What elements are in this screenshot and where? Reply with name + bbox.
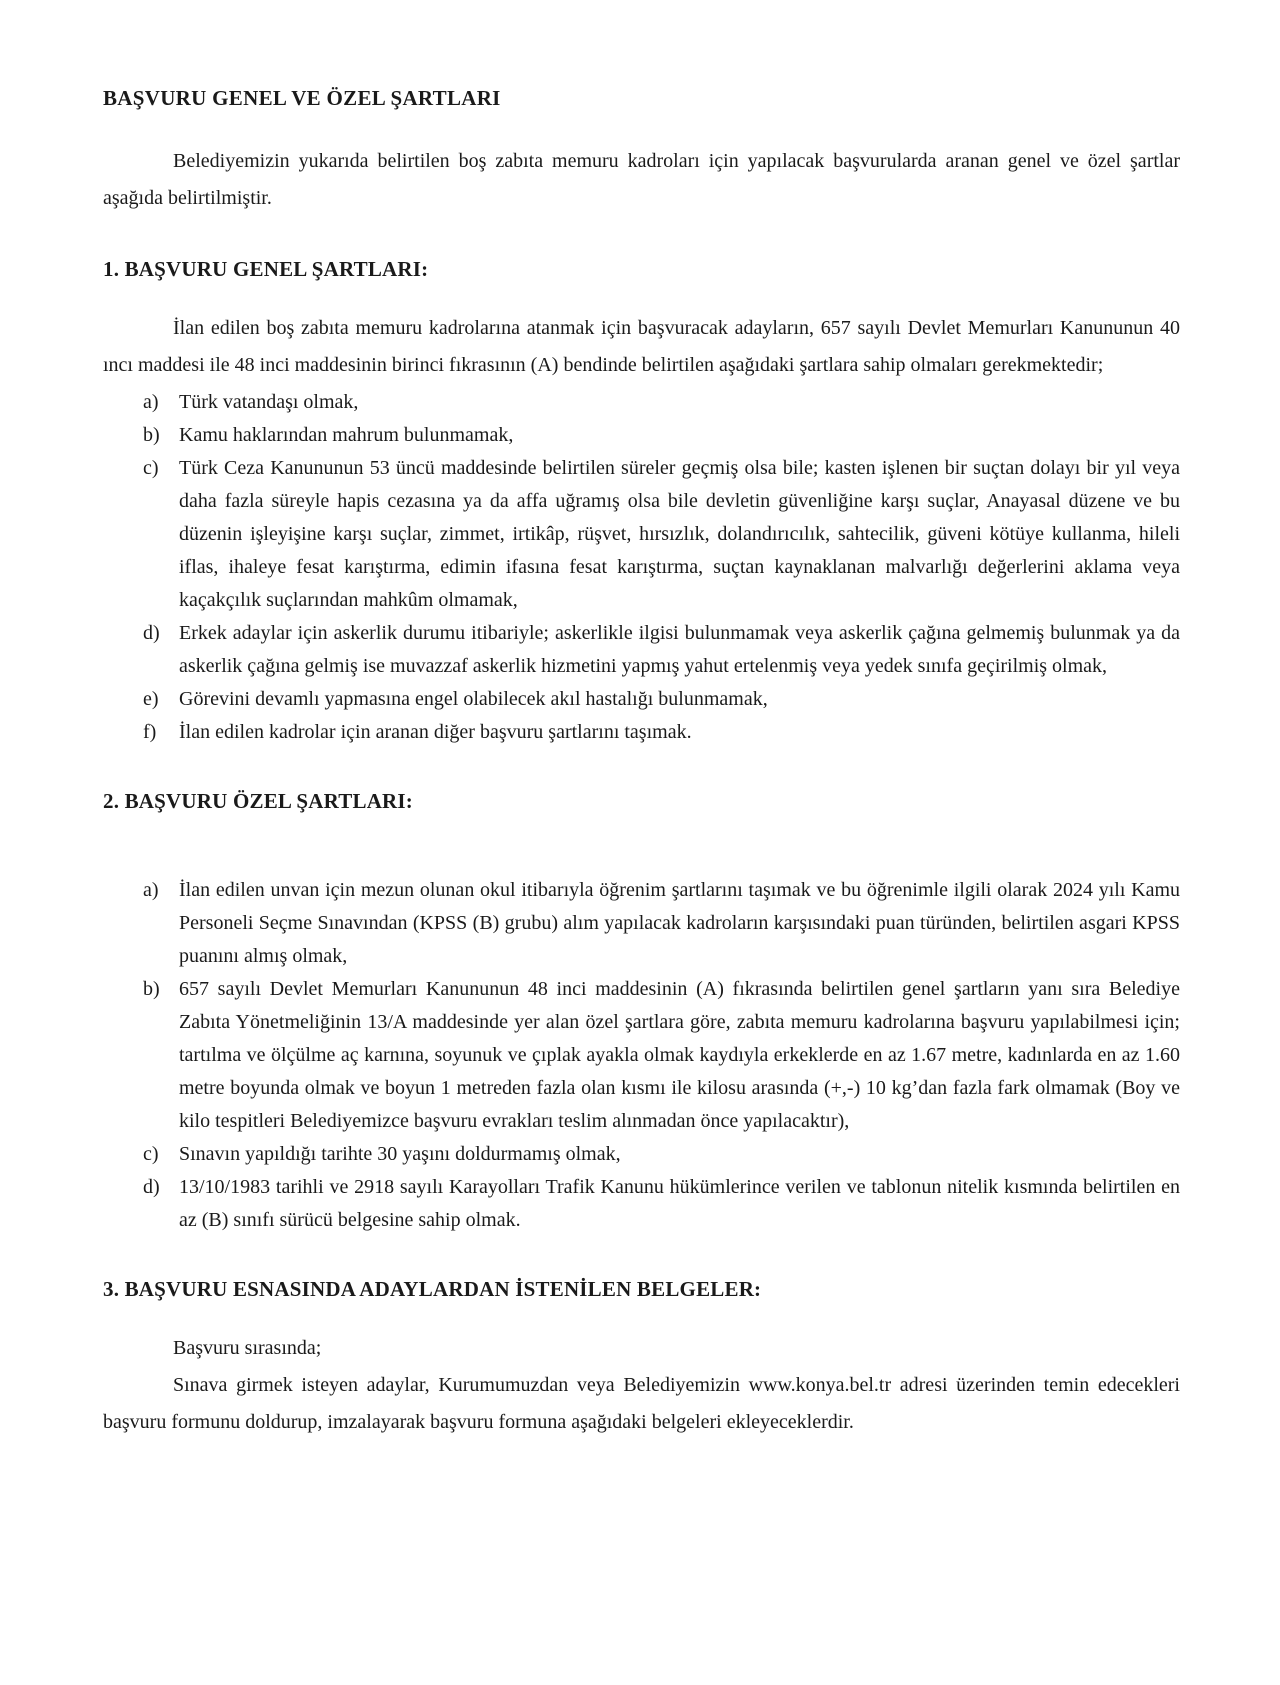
list-item — [143, 386, 1180, 419]
list-item — [143, 452, 1180, 617]
list-item-marker: c) — [143, 457, 159, 479]
section-1-heading: 1. BAŞVURU GENEL ŞARTLARI: — [103, 257, 429, 281]
list-item-text: Sınavın yapıldığı tarihte 30 yaşını doldurmamış olmak, — [179, 1143, 621, 1165]
list-item-marker: c) — [143, 1143, 159, 1165]
list-item-marker: b) — [143, 978, 160, 1000]
list-item-text: İlan edilen kadrolar için aranan diğer başvuru şartlarını taşımak. — [179, 721, 692, 743]
section-2-item-list — [103, 874, 1180, 1237]
section-special-conditions — [103, 789, 1180, 1237]
list-item — [143, 1138, 1180, 1171]
list-item-marker: f) — [143, 721, 157, 743]
list-item-text: Erkek adaylar için askerlik durumu itibariyle; askerlikle ilgisi bulunmamak veya askerlik çağına gelmemiş bulunmak ya da askerlik çağına gelmiş ise muvazzaf askerlik hizmetini yapmış yahut ertelenmiş veya yedek sınıfa geçirilmiş olmak, — [179, 622, 1180, 677]
paragraph: Sınava girmek isteyen adaylar, Kurumumuzdan veya Belediyemizin www.konya.bel.tr adresi üzerinden temin edecekleri başvuru formunu doldurup, imzalayarak başvuru formuna aşağıdaki belgeleri ekleyeceklerdir. — [103, 1374, 1180, 1433]
list-item-text: Türk vatandaşı olmak, — [179, 391, 359, 413]
list-item-text: 13/10/1983 tarihli ve 2918 sayılı Karayolları Trafik Kanunu hükümlerince verilen ve tablonun nitelik kısmında belirtilen en az (B) sınıfı sürücü belgesine sahip olmak. — [179, 1176, 1180, 1231]
section-required-documents — [103, 1277, 1180, 1441]
section-2-heading: 2. BAŞVURU ÖZEL ŞARTLARI: — [103, 789, 413, 813]
list-item-marker: d) — [143, 622, 160, 644]
page-title: BAŞVURU GENEL VE ÖZEL ŞARTLARI — [103, 86, 501, 110]
section-3-heading: 3. BAŞVURU ESNASINDA ADAYLARDAN İSTENİLEN BELGELER: — [103, 1277, 762, 1301]
list-item-text: Kamu haklarından mahrum bulunmamak, — [179, 424, 514, 446]
list-item-marker: a) — [143, 391, 159, 413]
intro-paragraph: Belediyemizin yukarıda belirtilen boş zabıta memuru kadroları için yapılacak başvurularda aranan genel ve özel şartlar aşağıda belirtilmiştir. — [103, 150, 1180, 209]
paragraph: Başvuru sırasında; — [173, 1337, 322, 1359]
list-item-marker: e) — [143, 688, 159, 710]
list-item — [143, 716, 1180, 749]
list-item-text: Türk Ceza Kanununun 53 üncü maddesinde belirtilen süreler geçmiş olsa bile; kasten işlenen bir suçtan dolayı bir yıl veya daha fazla süreyle hapis cezasına ya da affa uğramış olsa bile devletin güvenliğine karşı suçlar, Anayasal düzene ve bu düzenin işleyişine karşı suçlar, zimmet, irtikâp, rüşvet, hırsızlık, dolandırıcılık, sahtecilik, güveni kötüye kullanma, hileli iflas, ihaleye fesat karıştırma, edimin ifasına fesat karıştırma, suçtan kaynaklanan malvarlığı değerlerini aklama veya kaçakçılık suçlarından mahkûm olmamak, — [179, 457, 1180, 611]
list-item-text: Görevini devamlı yapmasına engel olabilecek akıl hastalığı bulunmamak, — [179, 688, 768, 710]
list-item — [143, 419, 1180, 452]
list-item-text: 657 sayılı Devlet Memurları Kanununun 48 inci maddesinin (A) fıkrasında belirtilen genel şartların yanı sıra Belediye Zabıta Yönetmeliğinin 13/A maddesinde yer alan özel şartlara göre, zabıta memuru kadrolarına başvuru yapılabilmesi için; tartılma ve ölçülme aç karnına, soyunuk ve çıplak ayakla olmak kaydıyla erkeklerde en az 1.67 metre, kadınlarda en az 1.60 metre boyunda olmak ve boyun 1 metreden fazla olan kısmı ile kilosu arasında (+,-) 10 kg’dan fazla fark olmamak (Boy ve kilo tespitleri Belediyemizce başvuru evrakları teslim alınmadan önce yapılacaktır), — [179, 978, 1180, 1132]
list-item — [143, 1171, 1180, 1237]
list-item-text: İlan edilen unvan için mezun olunan okul itibarıyla öğrenim şartlarını taşımak ve bu öğrenimle ilgili olarak 2024 yılı Kamu Personeli Seçme Sınavından (KPSS (B) grubu) alım yapılacak kadroların karşısındaki puan türünden, belirtilen asgari KPSS puanını almış olmak, — [179, 879, 1180, 967]
section-general-conditions — [103, 257, 1180, 749]
section-1-item-list — [103, 386, 1180, 749]
list-item — [143, 617, 1180, 683]
list-item-marker: b) — [143, 424, 160, 446]
section-3-paragraphs — [103, 1330, 1180, 1441]
section-1-intro: İlan edilen boş zabıta memuru kadrolarına atanmak için başvuracak adayların, 657 sayılı Devlet Memurları Kanununun 40 ıncı maddesi ile 48 inci maddesinin birinci fıkrasının (A) bendinde belirtilen aşağıdaki şartlara sahip olmaları gerekmektedir; — [103, 317, 1180, 376]
list-item — [143, 683, 1180, 716]
list-item-marker: d) — [143, 1176, 160, 1198]
list-item — [143, 874, 1180, 973]
list-item — [143, 973, 1180, 1138]
list-item-marker: a) — [143, 879, 159, 901]
